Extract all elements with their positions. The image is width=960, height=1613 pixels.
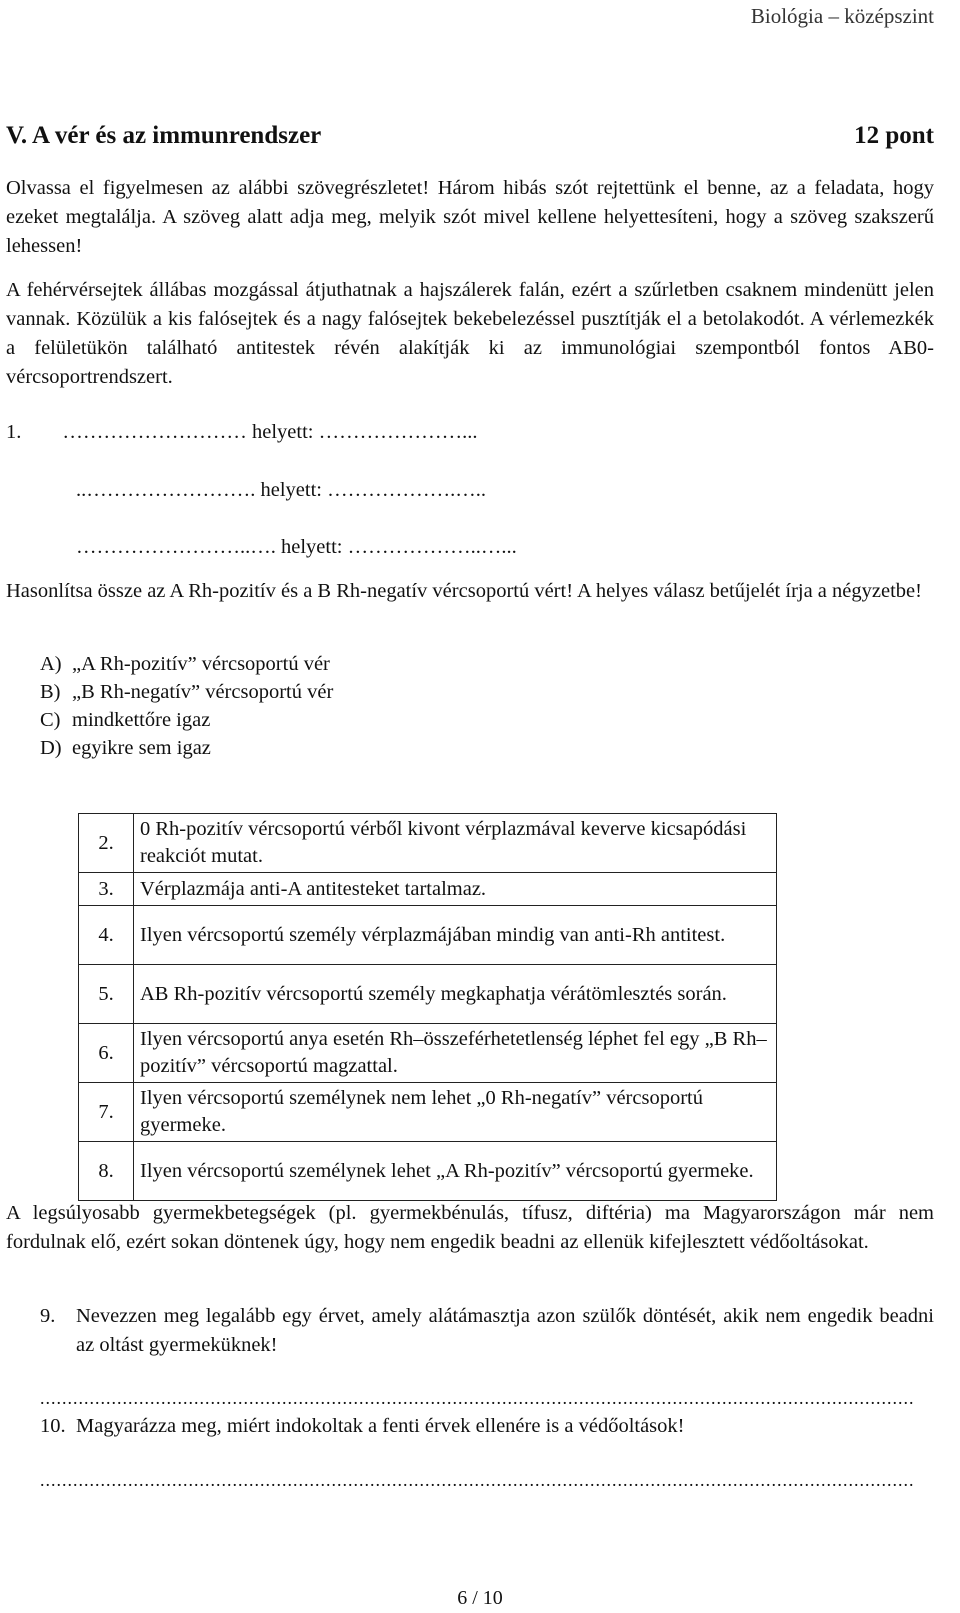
question-9-number: 9. bbox=[40, 1305, 56, 1327]
table-row bbox=[79, 965, 777, 1024]
option-c: C) mindkettőre igaz bbox=[40, 709, 211, 731]
answer-dotted-line-10[interactable]: ............................................................................................................................................................... bbox=[40, 1470, 915, 1490]
question-10-text: Magyarázza meg, miért indokoltak a fenti érvek ellenére is a védőoltások! bbox=[76, 1415, 685, 1437]
question-text: AB Rh-pozitív vércsoportú személy megkaphatja vérátömlesztés során. bbox=[134, 965, 777, 1024]
question-text: Vérplazmája anti-A antitesteket tartalmaz. bbox=[134, 873, 777, 906]
question-number: 4. bbox=[79, 906, 134, 965]
option-a: A) „A Rh-pozitív” vércsoportú vér bbox=[40, 653, 330, 675]
option-d: D) egyikre sem igaz bbox=[40, 737, 211, 759]
table-row bbox=[79, 1024, 777, 1083]
question-10-number: 10. bbox=[40, 1415, 66, 1437]
intro-text: Olvassa el figyelmesen az alábbi szövegrészletet! Három hibás szót rejtettünk el benne, az a feladata, hogy ezeket megtalálja. A szöveg alatt adja meg, melyik szót mivel kellene helyettesíteni, hogy a szöveg szakszerű lehessen! bbox=[6, 177, 934, 257]
table-row bbox=[79, 1083, 777, 1142]
question-9 bbox=[40, 1302, 934, 1360]
option-b: B) „B Rh-negatív” vércsoportú vér bbox=[40, 681, 334, 703]
question-10 bbox=[40, 1412, 934, 1441]
question-text: Ilyen vércsoportú személynek nem lehet „0 Rh-negatív” vércsoportú gyermeke. bbox=[134, 1083, 777, 1142]
question-text: Ilyen vércsoportú személy vérplazmájában mindig van anti-Rh antitest. bbox=[134, 906, 777, 965]
question-number: 5. bbox=[79, 965, 134, 1024]
question-number: 3. bbox=[79, 873, 134, 906]
table-row bbox=[79, 906, 777, 965]
question-number: 7. bbox=[79, 1083, 134, 1142]
question-number: 6. bbox=[79, 1024, 134, 1083]
instruction-text: Hasonlítsa össze az A Rh-pozitív és a B Rh-negatív vércsoportú vért! A helyes válasz betűjelét írja a négyzetbe! bbox=[6, 580, 922, 602]
question-number: 8. bbox=[79, 1142, 134, 1201]
question-text: Ilyen vércsoportú személynek lehet „A Rh-pozitív” vércsoportú gyermeke. bbox=[134, 1142, 777, 1201]
section-points: 12 pont bbox=[854, 122, 934, 149]
section-title-row bbox=[6, 122, 934, 150]
vaccine-paragraph: A legsúlyosabb gyermekbetegségek (pl. gyermekbénulás, tífusz, diftéria) ma Magyarországon már nem fordulnak elő, ezért sokan döntenek úgy, hogy nem engedik beadni az ellenük kifejlesztett védőoltásokat. bbox=[6, 1202, 934, 1253]
answer-line-3[interactable]: ……………………..…. helyett: ………………..…... bbox=[76, 536, 517, 558]
answer-line-2[interactable]: ..……………………. helyett: ……………….….. bbox=[76, 479, 486, 501]
page-number: 6 / 10 bbox=[457, 1587, 503, 1609]
table-row bbox=[79, 814, 777, 873]
answer-line-1[interactable]: 1. ……………………… helyett: …………………... bbox=[6, 421, 478, 443]
passage-text: A fehérvérsejtek állábas mozgással átjuthatnak a hajszálerek falán, ezért a szűrletben csaknem mindenütt jelen vannak. Közülük a kis falósejtek és a nagy falósejtek bekebelezéssel pusztítják el a betolakodót. A vérlemezkék a felületükön található antitestek révén alakítják ki az immunológiai szempontból fontos AB0-vércsoportrendszert. bbox=[6, 279, 934, 388]
question-number: 2. bbox=[79, 814, 134, 873]
question-text: 0 Rh-pozitív vércsoportú vérből kivont vérplazmával keverve kicsapódási reakciót mutat. bbox=[134, 814, 777, 873]
table-row bbox=[79, 873, 777, 906]
question-table bbox=[78, 813, 777, 1201]
answer-dotted-line-9[interactable]: ............................................................................................................................................................... bbox=[40, 1388, 915, 1408]
table-row bbox=[79, 1142, 777, 1201]
question-text: Ilyen vércsoportú anya esetén Rh–összeférhetetlenség léphet fel egy „B Rh–pozitív” vércsoportú magzattal. bbox=[134, 1024, 777, 1083]
section-title: V. A vér és az immunrendszer bbox=[6, 122, 322, 149]
question-9-text: Nevezzen meg legalább egy érvet, amely alátámasztja azon szülők döntését, akik nem engedik beadni az oltást gyermeküknek! bbox=[76, 1305, 934, 1356]
header-subject: Biológia – középszint bbox=[750, 4, 934, 28]
